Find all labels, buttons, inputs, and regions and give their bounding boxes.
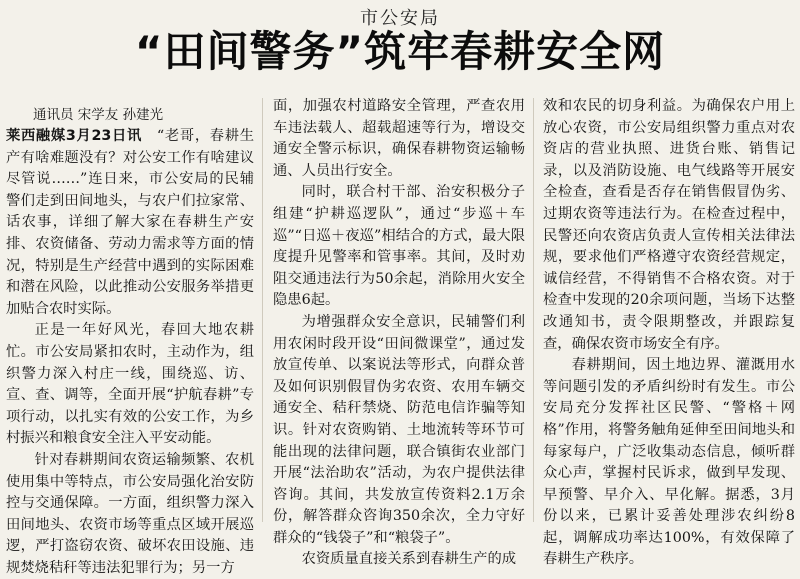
paragraph: 农资质量直接关系到春耕生产的成	[301, 551, 517, 568]
paragraph: 正是一年好风光，春回大地农耕忙。市公安局紧扣农时，主动作为，组织警力深入村庄一线，围绕巡、访、宣、查、调等，全面开展“护航春耕”专项行动，以扎实有效的公安工作，为乡村振兴和粮食安全注入平安动能。	[6, 322, 254, 447]
lead-paragraph	[6, 126, 254, 320]
paragraph-continued: 面，加强农村道路安全管理，严查农用车违法载人、超载超速等行为，增设交通安全警示标识，确保春耕物资运输畅通、人员出行安全。	[273, 98, 525, 179]
byline	[6, 104, 254, 126]
article-kicker: 市公安局	[360, 8, 440, 29]
article-headline: “田间警务”筑牢春耕安全网	[134, 27, 666, 76]
dateline: 莱西融媒3月23日讯	[6, 128, 142, 144]
paragraph: 春耕期间，因土地边界、灌溉用水等问题引发的矛盾纠纷时有发生。市公安局充分发挥社区民警、“警格＋网格”作用，将警务触角延伸至田间地头和每家每户，广泛收集动态信息，倾听群众心声，掌握村民诉求，做到早发现、早预警、早介入、早化解。据悉，3月份以来，已累计妥善处理涉农纠纷8起，调解成功率达100%，有效保障了春耕生产秩序。	[543, 357, 795, 568]
paragraph-text: “老哥，春耕生产有啥难题没有？对公安工作有啥建议尽管说……”连日来，市公安局的民辅警们走到田间地头，与农户们拉家常、话农事，详细了解大家在春耕生产安排、农资储备、劳动力需求等方面的情况，特别是生产经营中遇到的实际困难和潜在风险，以此推动公安服务举措更加贴合农时实际。	[6, 128, 255, 317]
byline-names: 宋学友 孙建光	[77, 107, 164, 123]
byline-prefix: 通讯员	[33, 107, 74, 123]
paragraph: 同时，联合村干部、治安积极分子组建“护耕巡逻队”，通过“步巡＋车巡”“日巡＋夜巡”相结合的方式，最大限度提升见警率和管事率。其间，及时劝阻交通违法行为50余起，消除用火安全隐患6起。	[273, 184, 525, 309]
column-divider	[262, 98, 263, 522]
article-column-1	[6, 104, 254, 579]
paragraph: 为增强群众安全意识，民辅警们利用农闲时段开设“田间微课堂”，通过发放宣传单、以案说法等形式，向群众普及如何识别假冒伪劣农资、农用车辆交通安全、秸秆禁烧、防范电信诈骗等知识。针对农资购销、土地流转等环节可能出现的法律问题，联合镇街农业部门开展“法治助农”活动，为农户提供法律咨询。其间，共发放宣传资料2.1万余份，解答群众咨询350余次，全力守好群众的“钱袋子”和“粮袋子”。	[273, 313, 525, 546]
article-column-2	[273, 96, 525, 571]
article-column-3	[543, 96, 795, 571]
column-divider	[533, 98, 534, 522]
paragraph: 针对春耕期间农资运输频繁、农机使用集中等特点，市公安局强化治安防控与交通保障。一方面，组织警力深入田间地头、农资市场等重点区域开展巡逻，严打盗窃农资、破坏农田设施、违规焚烧秸秆等违法犯罪行为；另一方	[6, 451, 254, 576]
paragraph-continued: 效和农民的切身利益。为确保农户用上放心农资，市公安局组织警力重点对农资店的营业执照、进货台账、销售记录，以及消防设施、电气线路等开展安全检查，查看是否存在销售假冒伪劣、过期农资等违法行为。在检查过程中，民警还向农资店负责人宣传相关法律法规，要求他们严格遵守农资经营规定，诚信经营，不得销售不合格农资。对于检查中发现的20余项问题，当场下达整改通知书，责令限期整改，并跟踪复查，确保农资市场安全有序。	[543, 98, 795, 352]
